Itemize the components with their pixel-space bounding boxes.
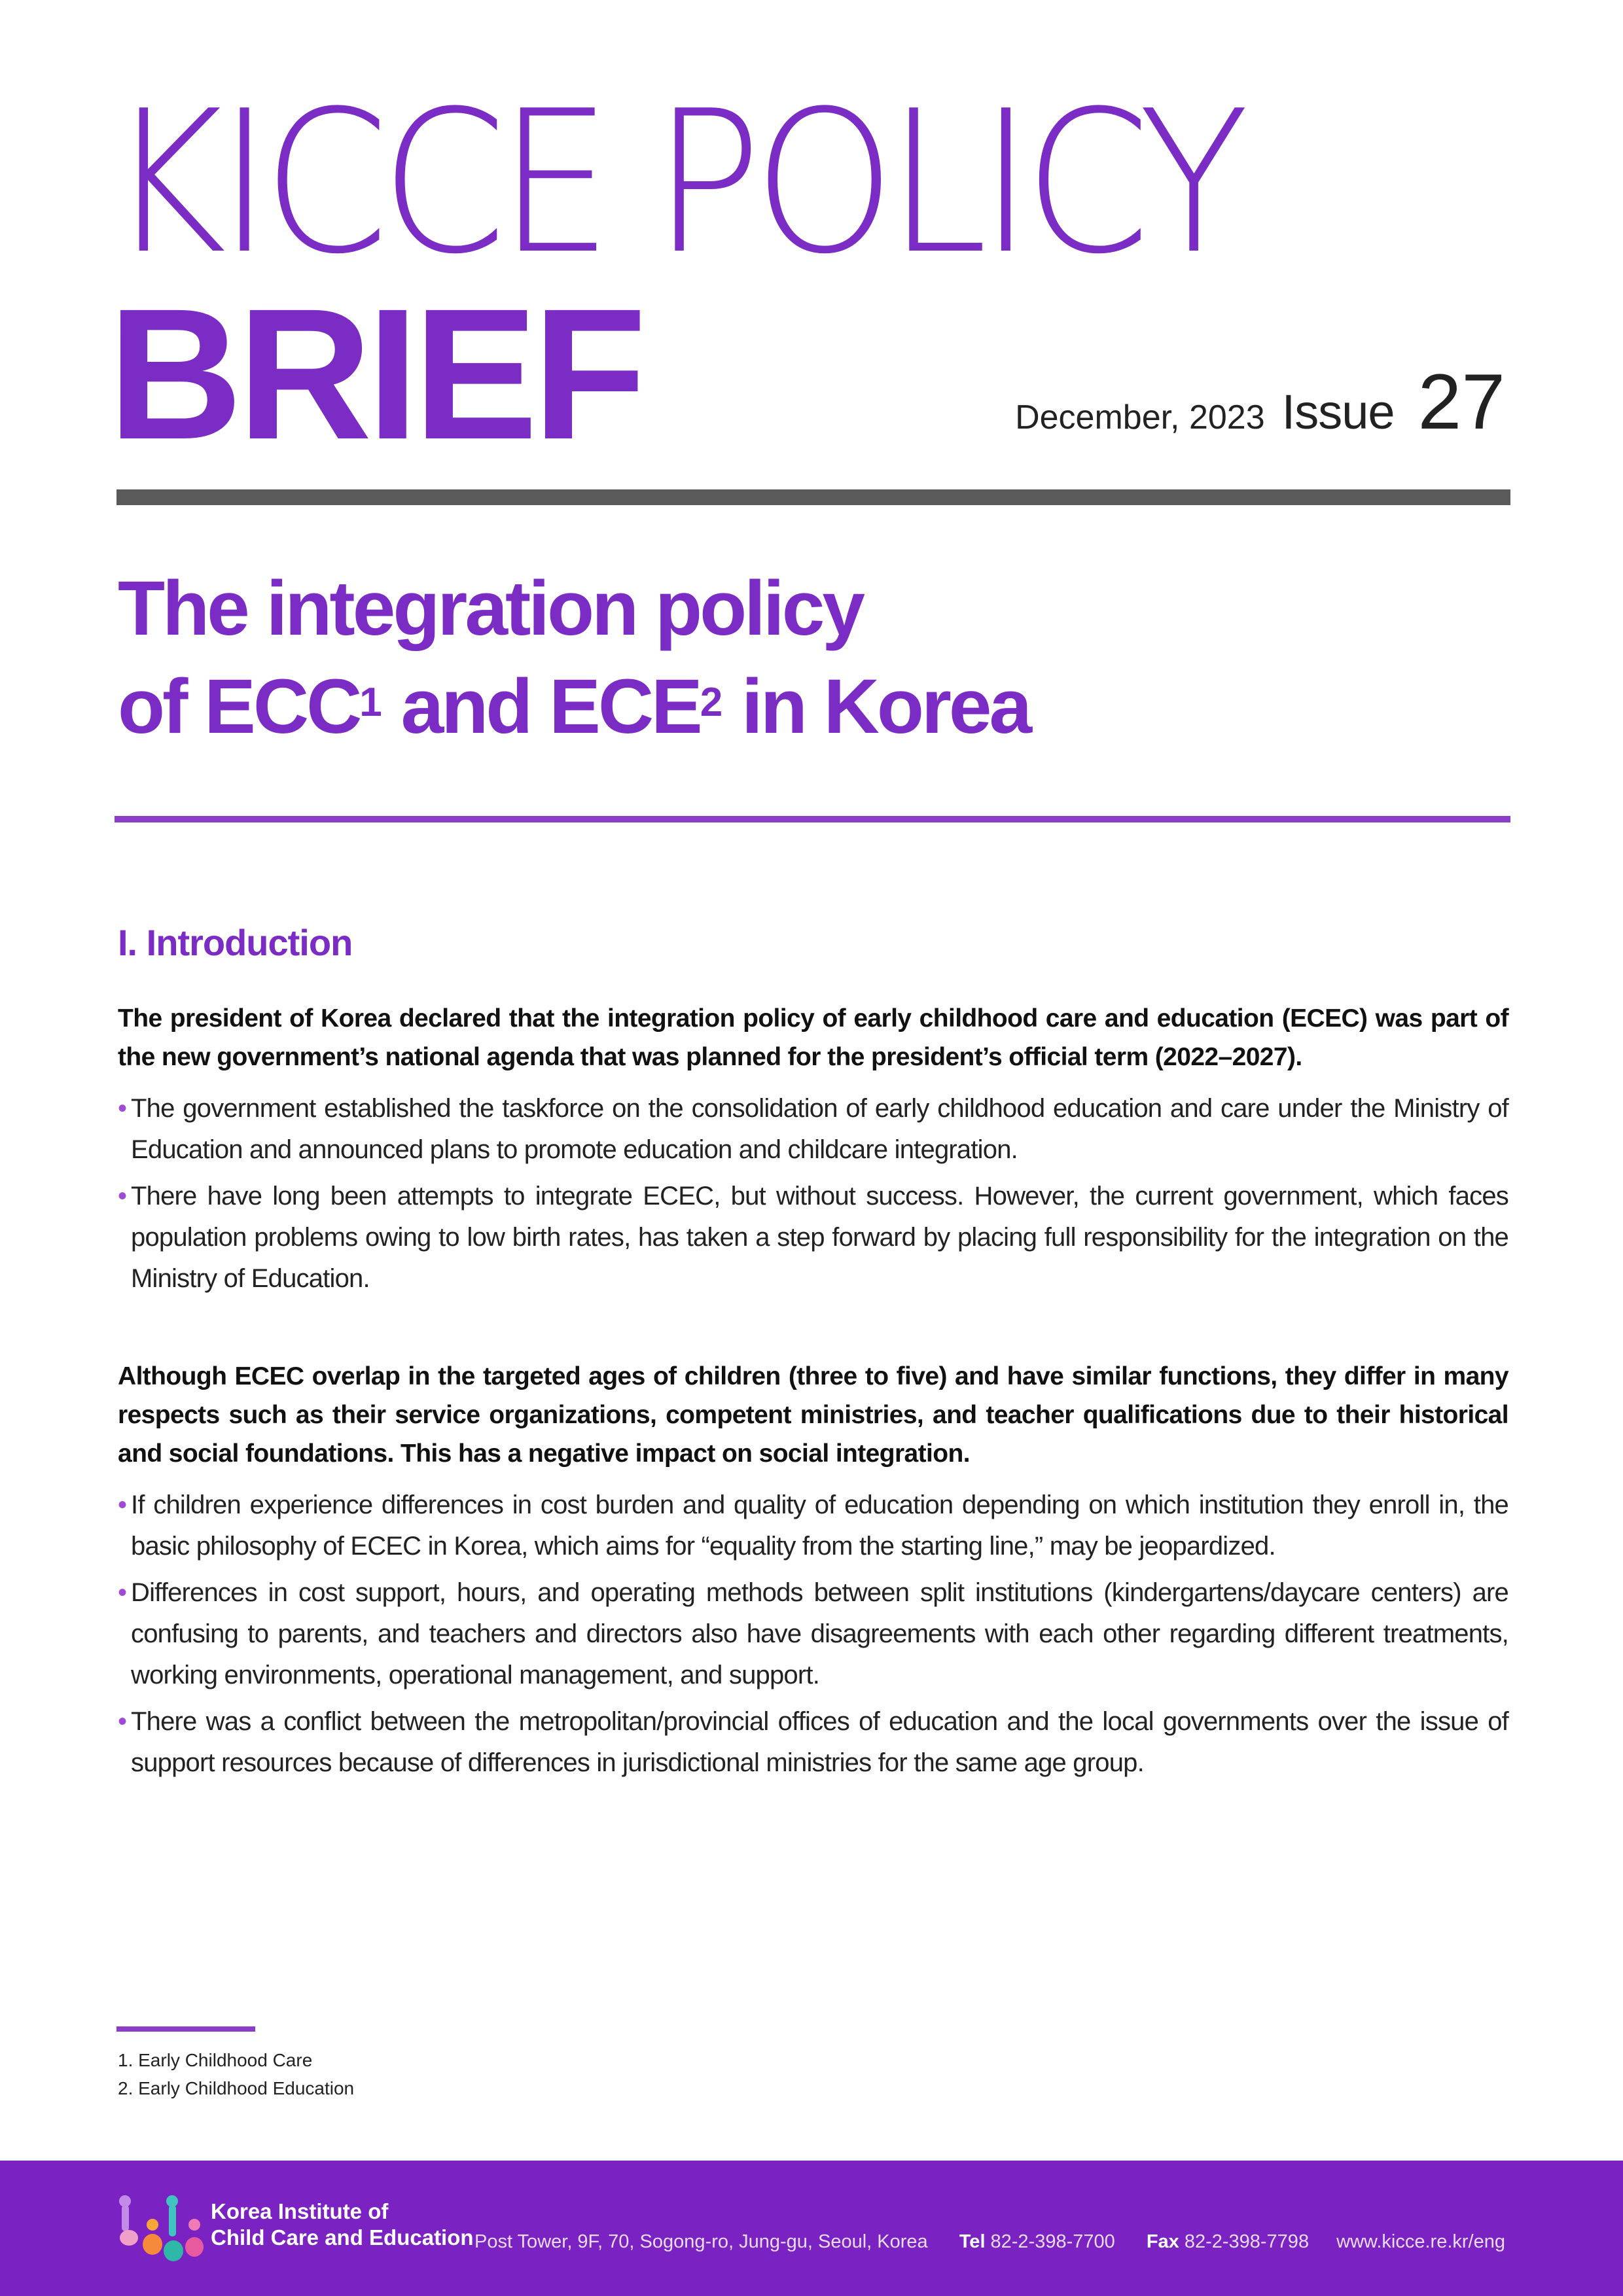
masthead-divider [116, 489, 1510, 505]
main-content [118, 919, 1508, 1789]
title-line-2 [118, 663, 1029, 750]
contact-info [474, 2231, 1505, 2253]
title-ecc: of ECC [118, 663, 360, 750]
list-item-text: If children experience differences in cost burden and quality of education depending on which institution they enroll in, the basic philosophy of ECEC in Korea, which aims for “equality from the starting line,” may be jeopardized. [131, 1491, 1508, 1561]
list-item [118, 1088, 1508, 1171]
footnote-ref-2: 2 [700, 680, 723, 725]
bullet-icon: • [118, 1707, 127, 1736]
footnote-1: 1. Early Childhood Care [118, 2050, 313, 2070]
fax-label: Fax [1146, 2231, 1179, 2252]
list-item-text: The government established the taskforce on the consolidation of early childhood education and care under the Ministry of Education and announced plans to promote education and childcare integration. [131, 1094, 1508, 1164]
list-item [118, 1701, 1508, 1784]
organization-name [211, 2199, 474, 2251]
issue-label: Issue [1281, 385, 1395, 439]
org-name-line-2: Child Care and Education [211, 2225, 474, 2250]
issue-number: 27 [1418, 358, 1505, 446]
issue-date: December, 2023 [1015, 398, 1265, 436]
page-footer [0, 2161, 1623, 2296]
title-korea: in Korea [722, 663, 1030, 750]
title-line-1: The integration policy [118, 565, 863, 652]
fax-number: 82-2-398-7798 [1184, 2231, 1310, 2252]
content-block-1 [118, 999, 1508, 1299]
masthead-kicce-policy: KICCE POLICY [108, 69, 1241, 297]
footnote-ref-1: 1 [359, 680, 382, 725]
tel-number: 82-2-398-7700 [990, 2231, 1115, 2252]
list-item [118, 1485, 1508, 1567]
content-block-2 [118, 1357, 1508, 1784]
bullet-icon: • [118, 1094, 127, 1123]
footnote-divider [116, 2026, 255, 2032]
website-link[interactable]: www.kicce.re.kr/eng [1336, 2231, 1505, 2252]
title-divider [115, 816, 1510, 822]
list-item-text: Differences in cost support, hours, and operating methods between split institutions (kindergartens/daycare centers) are confusing to parents, and teachers and directors also have disagreements with each other regarding different treatments, working environments, operational management, and support. [131, 1578, 1508, 1689]
spacer [118, 1305, 1508, 1357]
bullet-list [118, 1088, 1508, 1299]
list-item [118, 1176, 1508, 1299]
bullet-icon: • [118, 1491, 127, 1519]
section-heading: I. Introduction [118, 922, 353, 963]
tel-label: Tel [959, 2231, 986, 2252]
page-title [118, 559, 1505, 756]
footnote-2: 2. Early Childhood Education [118, 2078, 355, 2098]
list-item [118, 1572, 1508, 1696]
lead-paragraph: The president of Korea declared that the integration policy of early childhood care and education (ECEC) was part of the new government’s national agenda that was planned for the president’s official term (2022–2027). [118, 1004, 1508, 1071]
lead-paragraph: Although ECEC overlap in the targeted ages of children (three to five) and have similar functions, they differ in many respects such as their service organizations, competent ministries, and teacher qualifications due to their historical and social foundations. This has a negative impact on social integration. [118, 1362, 1508, 1468]
list-item-text: There have long been attempts to integrate ECEC, but without success. However, the current government, which faces population problems owing to low birth rates, has taken a step forward by placing full responsibility for the integration on the Ministry of Education. [131, 1182, 1508, 1293]
bullet-icon: • [118, 1182, 127, 1210]
bullet-icon: • [118, 1578, 127, 1607]
bullet-list [118, 1485, 1508, 1784]
title-ece: and ECE [382, 663, 700, 750]
org-name-line-1: Korea Institute of [211, 2199, 389, 2223]
masthead-brief: BRIEF [108, 270, 641, 478]
footnotes [118, 2046, 354, 2102]
issue-info [1015, 357, 1505, 447]
address: Post Tower, 9F, 70, Sogong-ro, Jung-gu, Seoul, Korea [474, 2231, 928, 2252]
list-item-text: There was a conflict between the metropolitan/provincial offices of education and the local governments over the issue of support resources because of differences in jurisdictional ministries for the same age group. [131, 1707, 1508, 1777]
kicce-logo-icon [115, 2195, 206, 2267]
